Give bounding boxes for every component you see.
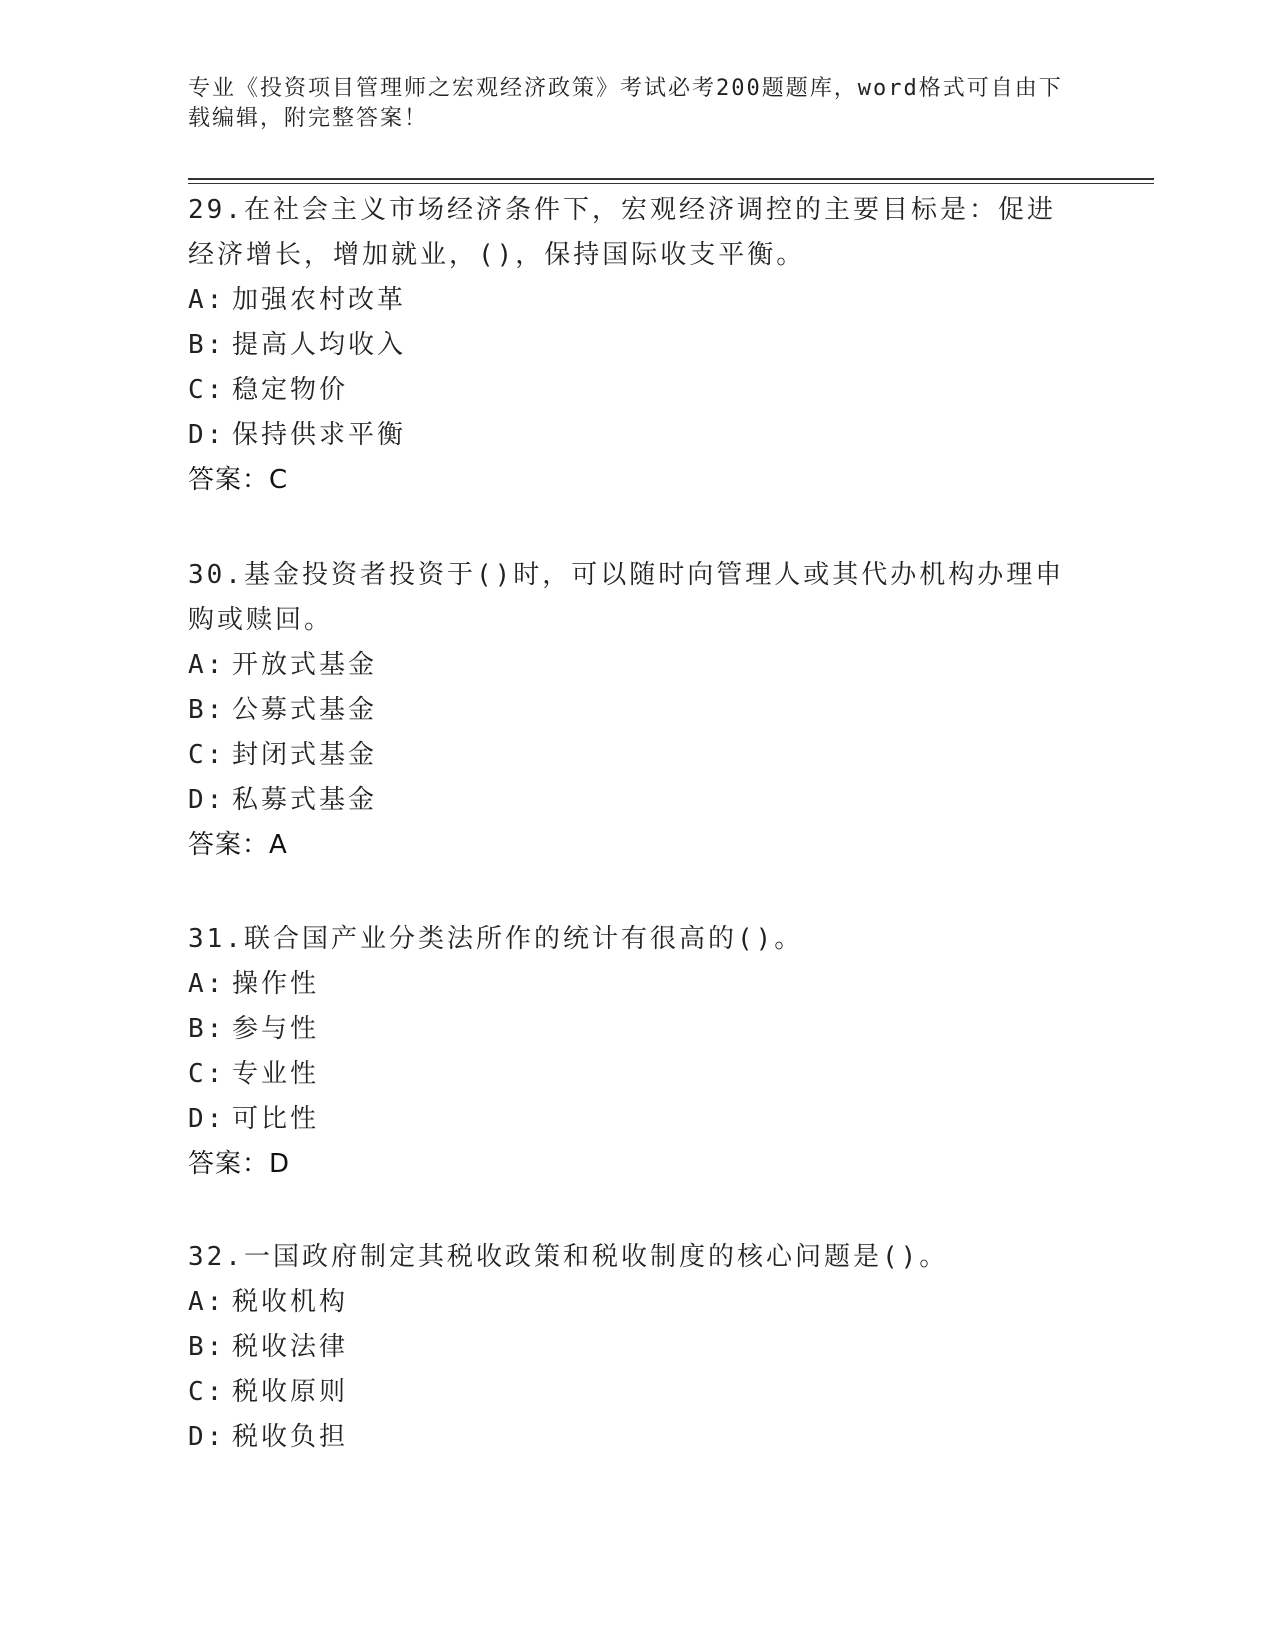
option-text: 税收原则 xyxy=(232,1377,349,1407)
option-d xyxy=(188,1097,1088,1142)
option-letter: C: xyxy=(188,740,226,770)
option-letter: B: xyxy=(188,1014,226,1044)
option-text: 公募式基金 xyxy=(232,695,378,725)
option-d xyxy=(188,1415,1088,1460)
question-31 xyxy=(188,917,1088,1187)
option-b xyxy=(188,323,1088,368)
answer-line: 答案：C xyxy=(188,465,289,495)
option-text: 参与性 xyxy=(232,1014,320,1044)
option-d xyxy=(188,413,1088,458)
option-letter: A: xyxy=(188,650,226,680)
option-text: 提高人均收入 xyxy=(232,330,407,360)
option-b xyxy=(188,688,1088,733)
document-header: 专业《投资项目管理师之宏观经济政策》考试必考200题题库，word格式可自由下载编辑，附完整答案！ xyxy=(188,76,1063,131)
option-b xyxy=(188,1325,1088,1370)
option-text: 封闭式基金 xyxy=(232,740,378,770)
option-c xyxy=(188,1370,1088,1415)
question-stem: 31.联合国产业分类法所作的统计有很高的()。 xyxy=(188,924,804,954)
option-text: 私募式基金 xyxy=(232,785,378,815)
question-stem: 30.基金投资者投资于()时，可以随时向管理人或其代办机构办理申购或赎回。 xyxy=(188,560,1065,635)
option-letter: C: xyxy=(188,1059,226,1089)
option-letter: D: xyxy=(188,1104,226,1134)
option-letter: D: xyxy=(188,785,226,815)
option-letter: A: xyxy=(188,969,226,999)
option-text: 税收负担 xyxy=(232,1422,349,1452)
header-divider-thin xyxy=(188,183,1154,184)
answer-line: 答案：A xyxy=(188,830,288,860)
option-b xyxy=(188,1007,1088,1052)
option-text: 税收机构 xyxy=(232,1287,349,1317)
option-text: 专业性 xyxy=(232,1059,320,1089)
question-30 xyxy=(188,553,1088,868)
option-letter: D: xyxy=(188,420,226,450)
header-divider-thick xyxy=(188,178,1154,180)
option-d xyxy=(188,778,1088,823)
option-text: 加强农村改革 xyxy=(232,285,407,315)
option-letter: B: xyxy=(188,695,226,725)
option-text: 操作性 xyxy=(232,969,320,999)
answer-line: 答案：D xyxy=(188,1149,291,1179)
option-letter: A: xyxy=(188,285,226,315)
option-text: 税收法律 xyxy=(232,1332,349,1362)
option-a xyxy=(188,643,1088,688)
option-letter: C: xyxy=(188,375,226,405)
question-29 xyxy=(188,188,1088,503)
option-letter: A: xyxy=(188,1287,226,1317)
option-text: 稳定物价 xyxy=(232,375,349,405)
question-stem: 29.在社会主义市场经济条件下，宏观经济调控的主要目标是：促进经济增长，增加就业，()，保持国际收支平衡。 xyxy=(188,195,1056,270)
question-stem: 32.一国政府制定其税收政策和税收制度的核心问题是()。 xyxy=(188,1242,949,1272)
option-letter: B: xyxy=(188,330,226,360)
option-c xyxy=(188,733,1088,778)
question-32 xyxy=(188,1235,1088,1460)
option-a xyxy=(188,962,1088,1007)
option-c xyxy=(188,1052,1088,1097)
option-text: 开放式基金 xyxy=(232,650,378,680)
option-c xyxy=(188,368,1088,413)
option-a xyxy=(188,1280,1088,1325)
option-letter: D: xyxy=(188,1422,226,1452)
option-text: 保持供求平衡 xyxy=(232,420,407,450)
option-text: 可比性 xyxy=(232,1104,320,1134)
option-a xyxy=(188,278,1088,323)
option-letter: C: xyxy=(188,1377,226,1407)
option-letter: B: xyxy=(188,1332,226,1362)
